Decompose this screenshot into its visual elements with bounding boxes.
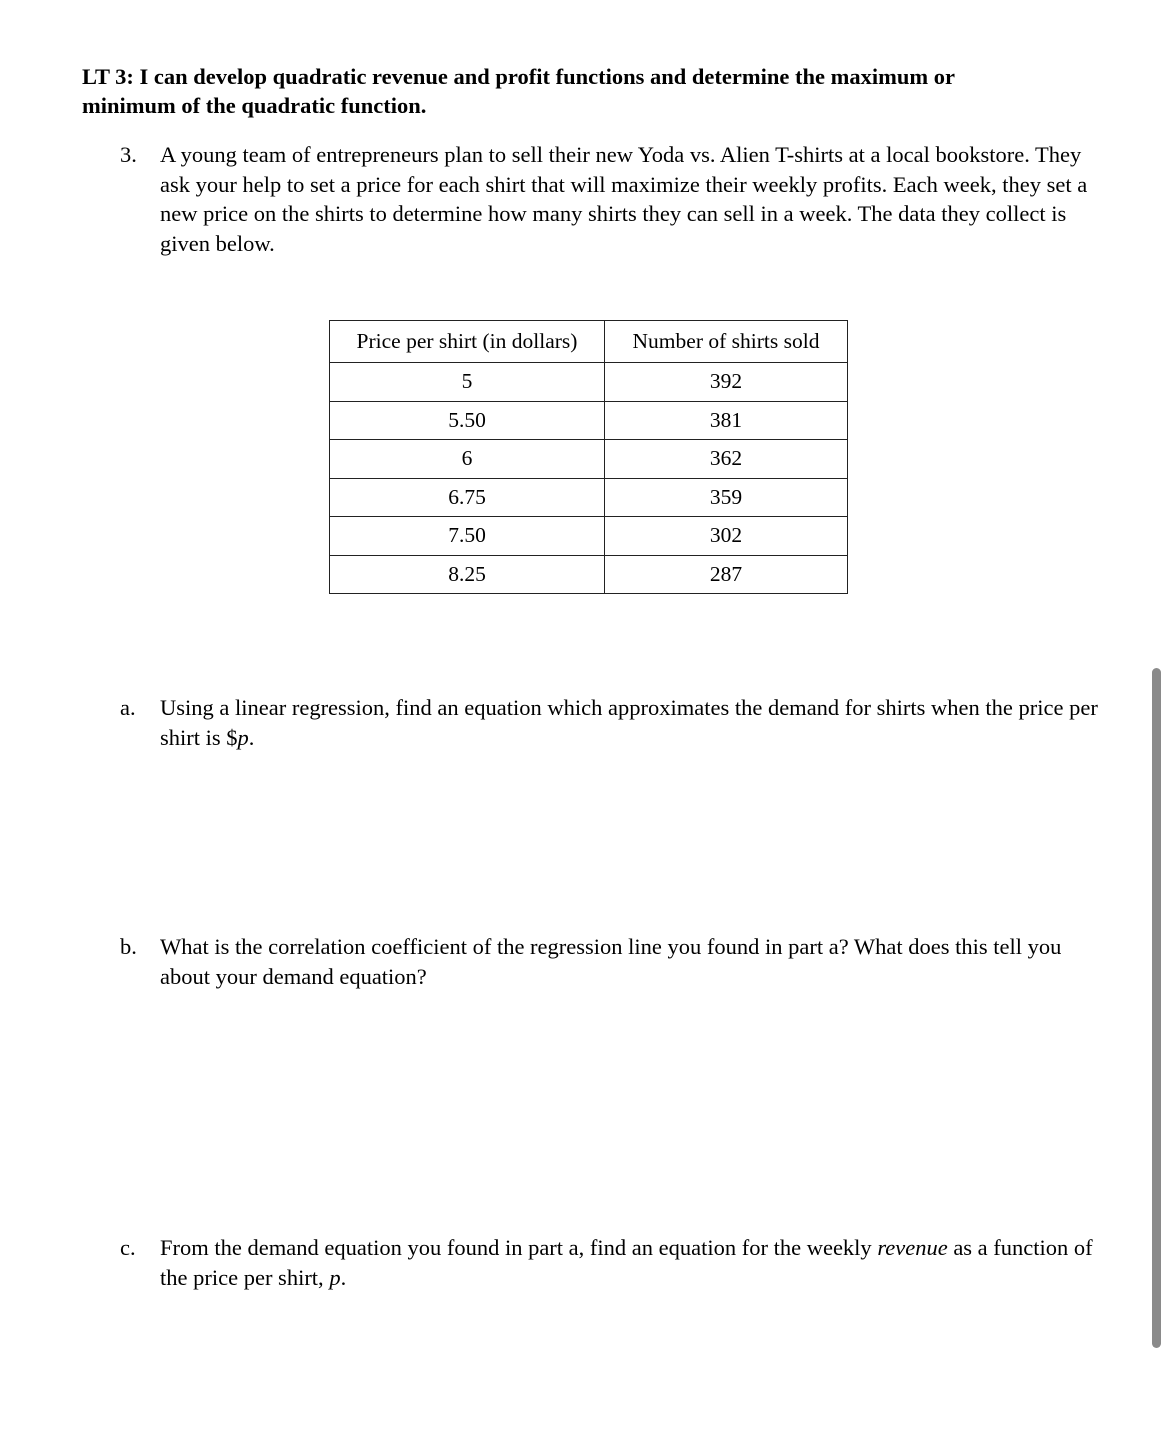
vertical-scrollbar[interactable]: [1152, 668, 1161, 1348]
shirts-sold-cell: 359: [605, 478, 848, 517]
part-c-question: [160, 1233, 1110, 1293]
part-a-label: a.: [120, 695, 136, 720]
part-a-question: [160, 693, 1110, 753]
part-c-end: .: [340, 1265, 347, 1290]
heading-line-2: minimum of the quadratic function.: [82, 93, 427, 118]
part-c-label: c.: [120, 1235, 136, 1260]
shirts-sold-cell: 302: [605, 517, 848, 556]
learning-target-heading: [82, 62, 1082, 120]
column-header-price: Price per shirt (in dollars): [330, 321, 605, 363]
part-a-end: .: [248, 725, 255, 750]
part-a-text: Using a linear regression, find an equation which approximates the demand for shirts when the price per shirt is $: [160, 695, 1098, 750]
shirts-sold-cell: 381: [605, 401, 848, 440]
price-cell: 6: [330, 440, 605, 479]
price-variable: p: [237, 725, 249, 750]
table-row: [330, 478, 848, 517]
part-c-text-mid: as a function of the price per shirt,: [160, 1235, 1093, 1290]
price-cell: 6.75: [330, 478, 605, 517]
table-header-row: [330, 321, 848, 363]
table-row: [330, 401, 848, 440]
problem-text: A young team of entrepreneurs plan to sell their new Yoda vs. Alien T-shirts at a local bookstore. They ask your help to set a price for each shirt that will maximize their weekly profits. Each week, they set a new price on the shirts to determine how many shirts they can sell in a week. The data they collect is given below.: [160, 142, 1088, 256]
part-b: [120, 932, 1110, 992]
table-row: [330, 440, 848, 479]
shirts-sold-cell: 287: [605, 555, 848, 594]
problem-number: 3.: [120, 142, 137, 167]
price-cell: 5: [330, 363, 605, 402]
price-cell: 7.50: [330, 517, 605, 556]
price-cell: 8.25: [330, 555, 605, 594]
revenue-emphasis: revenue: [877, 1235, 948, 1260]
table-row: [330, 555, 848, 594]
part-a: [120, 693, 1110, 753]
price-demand-table: [329, 320, 848, 594]
problem-3: [120, 140, 1110, 258]
shirts-sold-cell: 392: [605, 363, 848, 402]
part-c-text: From the demand equation you found in part a, find an equation for the weekly: [160, 1235, 878, 1260]
heading-line-1: LT 3: I can develop quadratic revenue and profit functions and determine the maximum or: [82, 64, 955, 89]
price-variable: p: [329, 1265, 341, 1290]
part-b-label: b.: [120, 934, 137, 959]
column-header-shirts-sold: Number of shirts sold: [605, 321, 848, 363]
shirts-sold-cell: 362: [605, 440, 848, 479]
part-c: [120, 1233, 1110, 1293]
table-row: [330, 363, 848, 402]
part-b-question: What is the correlation coefficient of the regression line you found in part a? What does this tell you about your demand equation?: [160, 934, 1062, 989]
table-row: [330, 517, 848, 556]
price-cell: 5.50: [330, 401, 605, 440]
